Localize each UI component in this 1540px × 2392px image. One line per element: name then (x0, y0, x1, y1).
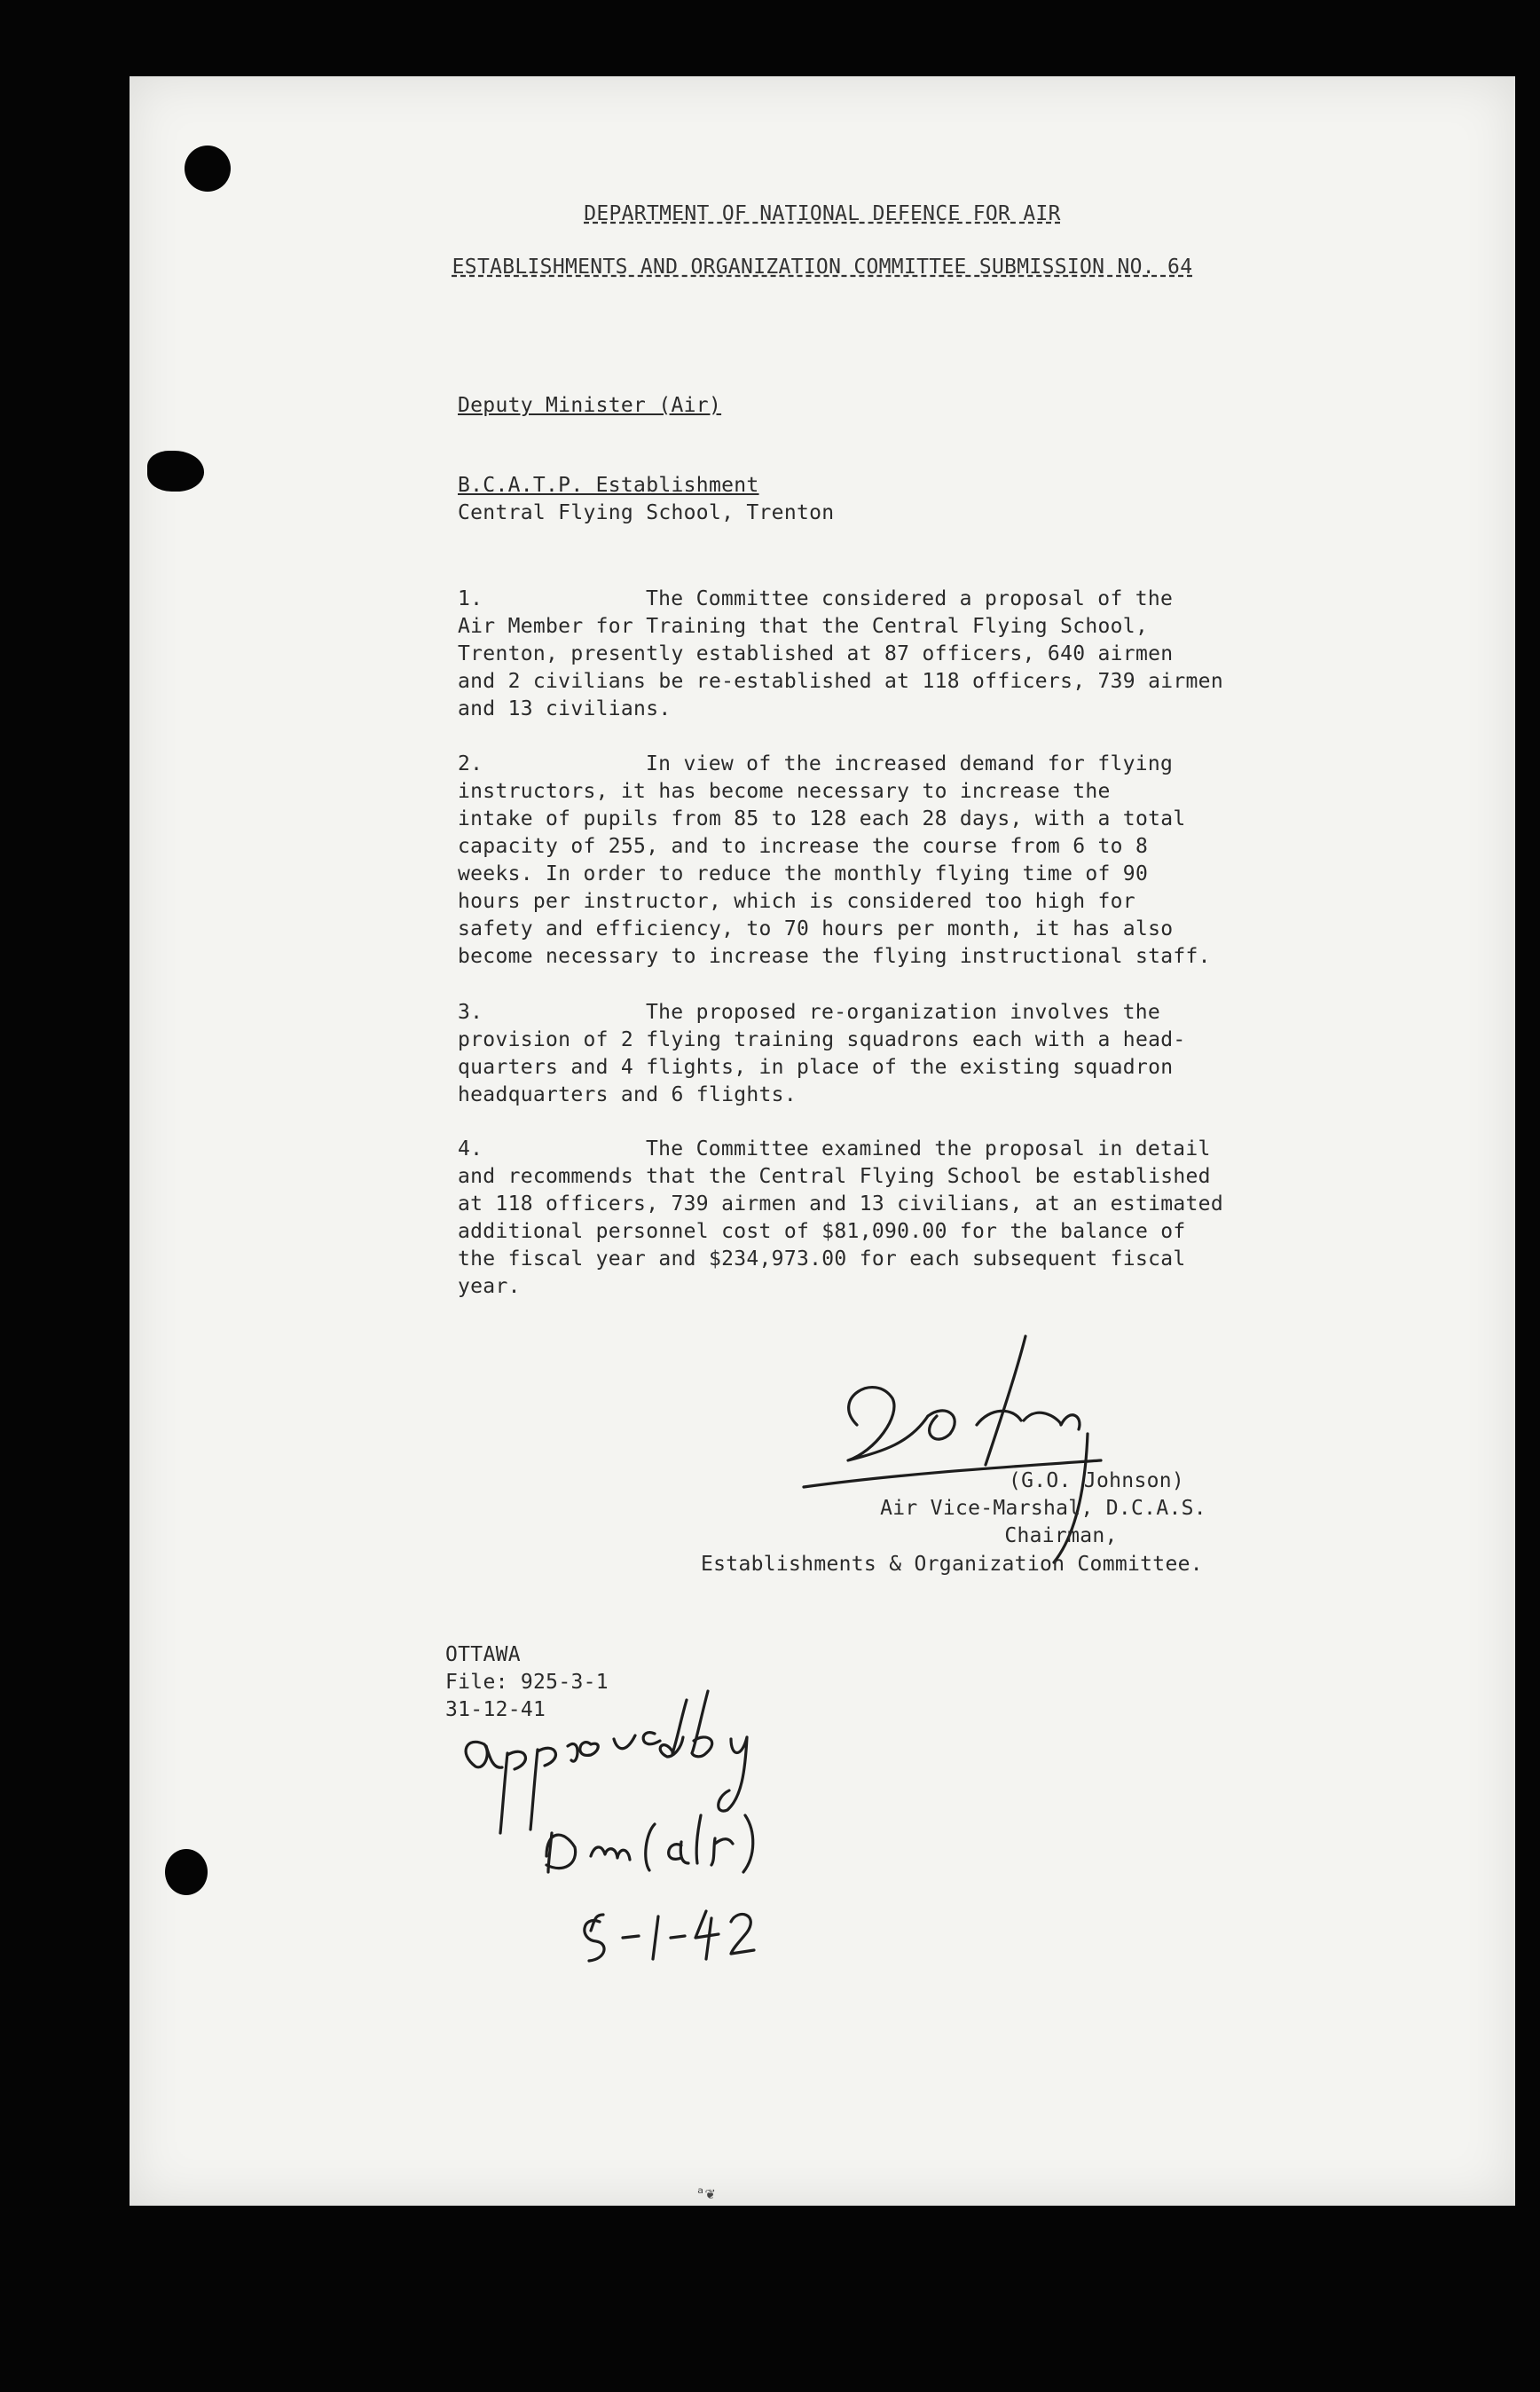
paragraph-line: and recommends that the Central Flying School be established (458, 1165, 1211, 1188)
bottom-mark: ᵃ❦ (695, 2184, 715, 2203)
signatory-rank: Air Vice-Marshal, D.C.A.S. (880, 1497, 1206, 1520)
paragraph-line: quarters and 4 flights, in place of the existing squadron (458, 1056, 1174, 1079)
paragraph-line: safety and efficiency, to 70 hours per month, it has also (458, 917, 1174, 940)
paragraph-line: instructors, it has become necessary to increase the (458, 780, 1111, 803)
signature-block (697, 1467, 1389, 1550)
handwritten-approval-note (449, 1682, 857, 1975)
committee-name: Establishments & Organization Committee. (701, 1553, 1203, 1576)
subject-title: B.C.A.T.P. Establishment (458, 474, 759, 497)
paragraph-3 (458, 999, 1434, 1109)
paragraph-line: weeks. In order to reduce the monthly flying time of 90 (458, 862, 1149, 885)
signatory-name: (G.O. Johnson) (1008, 1469, 1185, 1492)
file-number: File: 925-3-1 (445, 1671, 609, 1694)
paragraph-number: 4. (458, 1137, 483, 1161)
paragraph-line: capacity of 255, and to increase the course from 6 to 8 (458, 835, 1149, 858)
document-page (130, 76, 1515, 2206)
paragraph-line: Air Member for Training that the Central Flying School, (458, 615, 1149, 638)
paragraph-line: become necessary to increase the flying instructional staff. (458, 945, 1211, 968)
subject-subtitle: Central Flying School, Trenton (458, 501, 835, 524)
paragraph-number: 3. (458, 1001, 483, 1024)
paragraph-line: 1. The Committee considered a proposal of the (458, 586, 1434, 613)
paragraph-line: and 13 civilians. (458, 697, 672, 720)
addressee: Deputy Minister (Air) (458, 394, 722, 417)
paragraph-line: provision of 2 flying training squadrons each with a head- (458, 1028, 1186, 1051)
submission-heading: ESTABLISHMENTS AND ORGANIZATION COMMITTEE SUBMISSION NO. 64 (452, 256, 1193, 279)
paragraph-1 (458, 586, 1434, 723)
subject-block (458, 472, 834, 527)
paragraph-2 (458, 751, 1434, 971)
paragraph-line: 2. In view of the increased demand for flying (458, 751, 1434, 778)
paragraph-number: 2. (458, 752, 483, 775)
department-heading: DEPARTMENT OF NATIONAL DEFENCE FOR AIR (584, 202, 1061, 225)
paragraph-line: Trenton, presently established at 87 officers, 640 airmen (458, 642, 1174, 665)
signatory-role: Chairman, (1004, 1524, 1118, 1547)
paragraph-4 (458, 1136, 1434, 1301)
paragraph-line: 4. The Committee examined the proposal in detail (458, 1136, 1434, 1163)
punch-hole-top (185, 146, 231, 192)
paragraph-number: 1. (458, 587, 483, 610)
paragraph-line: at 118 officers, 739 airmen and 13 civilians, at an estimated (458, 1192, 1223, 1216)
paragraph-line: the fiscal year and $234,973.00 for each subsequent fiscal (458, 1247, 1186, 1271)
paragraph-line: year. (458, 1275, 521, 1298)
file-date: 31-12-41 (445, 1698, 546, 1721)
punch-hole-middle (147, 451, 204, 492)
paragraph-line: headquarters and 6 flights. (458, 1083, 797, 1106)
paragraph-line: hours per instructor, which is considered too high for (458, 890, 1135, 913)
paragraph-line: intake of pupils from 85 to 128 each 28 days, with a total (458, 807, 1186, 830)
file-city: OTTAWA (445, 1643, 521, 1666)
paragraph-line: additional personnel cost of $81,090.00 for the balance of (458, 1220, 1186, 1243)
paragraph-line: and 2 civilians be re-established at 118 officers, 739 airmen (458, 670, 1223, 693)
paragraph-line: 3. The proposed re-organization involves the (458, 999, 1434, 1027)
punch-hole-bottom (165, 1849, 208, 1895)
